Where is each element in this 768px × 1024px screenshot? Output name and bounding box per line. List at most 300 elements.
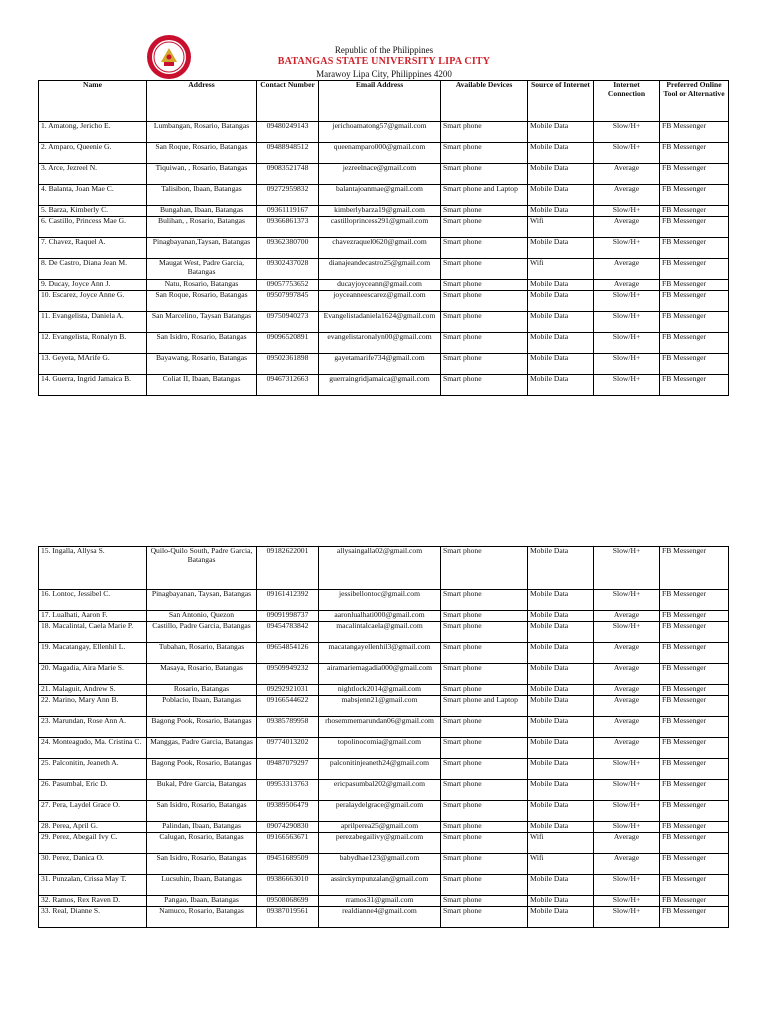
cell-email: topolinocomia@gmail.com xyxy=(319,738,441,759)
cell-email: allysaingalla02@gmail.com xyxy=(319,547,441,590)
table-row xyxy=(39,185,729,206)
cell-email: ducayjoyceann@gmail.com xyxy=(319,280,441,291)
cell-email: kimberlybarza19@gmail.com xyxy=(319,206,441,217)
cell-email: castilloprincess291@gmail.com xyxy=(319,217,441,238)
table-row xyxy=(39,312,729,333)
cell-contact: 09389506479 xyxy=(257,801,319,822)
cell-tool: FB Messenger xyxy=(660,354,729,375)
cell-name: 27. Pera, Laydel Grace O. xyxy=(39,801,147,822)
cell-address: San Roque, Rosario, Batangas xyxy=(147,143,257,164)
university-address: Marawoy Lipa City, Philippines 4200 xyxy=(316,69,452,79)
cell-connection: Slow/H+ xyxy=(594,238,660,259)
cell-connection: Slow/H+ xyxy=(594,759,660,780)
cell-tool: FB Messenger xyxy=(660,312,729,333)
cell-tool: FB Messenger xyxy=(660,238,729,259)
cell-source: Mobile Data xyxy=(528,685,594,696)
cell-connection: Slow/H+ xyxy=(594,780,660,801)
cell-contact: 09488948512 xyxy=(257,143,319,164)
cell-source: Mobile Data xyxy=(528,822,594,833)
cell-contact: 09166563671 xyxy=(257,833,319,854)
cell-tool: FB Messenger xyxy=(660,622,729,643)
cell-email: macalintalcaela@gmail.com xyxy=(319,622,441,643)
cell-tool: FB Messenger xyxy=(660,907,729,928)
cell-contact: 09361119167 xyxy=(257,206,319,217)
cell-address: San Marcelino, Taysan Batangas xyxy=(147,312,257,333)
cell-devices: Smart phone xyxy=(441,291,528,312)
cell-connection: Average xyxy=(594,717,660,738)
table-row xyxy=(39,238,729,259)
cell-email: aprilperea25@gmail.com xyxy=(319,822,441,833)
cell-devices: Smart phone xyxy=(441,780,528,801)
cell-email: airamariemagadia000@gmail.com xyxy=(319,664,441,685)
cell-address: San Isidro, Rosario, Batangas xyxy=(147,854,257,875)
table-row xyxy=(39,143,729,164)
cell-source: Mobile Data xyxy=(528,375,594,396)
cell-devices: Smart phone xyxy=(441,238,528,259)
cell-devices: Smart phone xyxy=(441,217,528,238)
cell-email: assirckympunzalan@gmail.com xyxy=(319,875,441,896)
cell-connection: Slow/H+ xyxy=(594,333,660,354)
cell-address: Tiquiwan, , Rosario, Batangas xyxy=(147,164,257,185)
cell-tool: FB Messenger xyxy=(660,685,729,696)
col-header-connection: Internet Connection xyxy=(594,81,660,122)
cell-contact: 09508068699 xyxy=(257,896,319,907)
col-header-tool: Preferred Online Tool or Alternative xyxy=(660,81,729,122)
cell-email: nightlock2014@gmail.com xyxy=(319,685,441,696)
cell-name: 17. Lualhati, Aaron F. xyxy=(39,611,147,622)
cell-email: ericpasumbal202@gmail.com xyxy=(319,780,441,801)
cell-tool: FB Messenger xyxy=(660,833,729,854)
cell-tool: FB Messenger xyxy=(660,143,729,164)
cell-devices: Smart phone xyxy=(441,590,528,611)
cell-tool: FB Messenger xyxy=(660,896,729,907)
cell-devices: Smart phone xyxy=(441,143,528,164)
cell-address: San Roque, Rosario, Batangas xyxy=(147,291,257,312)
cell-tool: FB Messenger xyxy=(660,185,729,206)
cell-contact: 09074290830 xyxy=(257,822,319,833)
cell-email: rhosemmemarundan06@gmail.com xyxy=(319,717,441,738)
cell-name: 1. Amatong, Jericho E. xyxy=(39,122,147,143)
cell-source: Mobile Data xyxy=(528,875,594,896)
cell-connection: Average xyxy=(594,664,660,685)
cell-address: Pinagbayanan, Taysan, Batangas xyxy=(147,590,257,611)
cell-contact: 09774013202 xyxy=(257,738,319,759)
cell-source: Mobile Data xyxy=(528,590,594,611)
cell-tool: FB Messenger xyxy=(660,717,729,738)
cell-address: Lumbangan, Rosario, Batangas xyxy=(147,122,257,143)
cell-address: Bagong Pook, Rosario, Batangas xyxy=(147,717,257,738)
cell-devices: Smart phone xyxy=(441,822,528,833)
cell-email: dianajeandecastro25@gmail.com xyxy=(319,259,441,280)
cell-source: Mobile Data xyxy=(528,759,594,780)
cell-tool: FB Messenger xyxy=(660,759,729,780)
cell-address: Namuco, Rosario, Batangas xyxy=(147,907,257,928)
table-row xyxy=(39,622,729,643)
table-row xyxy=(39,259,729,280)
cell-address: San Antonio, Quezon xyxy=(147,611,257,622)
cell-name: 9. Ducay, Joyce Ann J. xyxy=(39,280,147,291)
cell-name: 19. Macatangay, Ellenhil L. xyxy=(39,643,147,664)
cell-tool: FB Messenger xyxy=(660,122,729,143)
cell-name: 20. Magadia, Aira Marie S. xyxy=(39,664,147,685)
col-header-email: Email Address xyxy=(319,81,441,122)
table-row xyxy=(39,643,729,664)
cell-devices: Smart phone xyxy=(441,907,528,928)
cell-address: Bukal, Pdre Garcia, Batangas xyxy=(147,780,257,801)
cell-email: gayetamarife734@gmail.com xyxy=(319,354,441,375)
cell-email: realdianne4@gmail.com xyxy=(319,907,441,928)
cell-devices: Smart phone and Laptop xyxy=(441,185,528,206)
cell-devices: Smart phone xyxy=(441,259,528,280)
cell-contact: 09385789958 xyxy=(257,717,319,738)
cell-email: chavezraquel0620@gmail.com xyxy=(319,238,441,259)
cell-contact: 09091998737 xyxy=(257,611,319,622)
table-row xyxy=(39,547,729,590)
table-row xyxy=(39,122,729,143)
table-row xyxy=(39,833,729,854)
cell-email: evangelistaronalyn00@gmail.com xyxy=(319,333,441,354)
cell-devices: Smart phone xyxy=(441,375,528,396)
cell-address: Bungahan, Ibaan, Batangas xyxy=(147,206,257,217)
cell-devices: Smart phone xyxy=(441,664,528,685)
cell-name: 25. Palconitin, Jeaneth A. xyxy=(39,759,147,780)
cell-contact: 09953313763 xyxy=(257,780,319,801)
cell-tool: FB Messenger xyxy=(660,333,729,354)
cell-address: Poblacio, Ibaan, Batangas xyxy=(147,696,257,717)
cell-contact: 09386663010 xyxy=(257,875,319,896)
cell-connection: Slow/H+ xyxy=(594,375,660,396)
cell-contact: 09166544622 xyxy=(257,696,319,717)
cell-address: Tubahan, Rosario, Batangas xyxy=(147,643,257,664)
cell-address: Lucsuhin, Ibaan, Batangas xyxy=(147,875,257,896)
cell-source: Mobile Data xyxy=(528,547,594,590)
cell-connection: Average xyxy=(594,217,660,238)
table-row xyxy=(39,696,729,717)
cell-address: Quilo-Quilo South, Padre Garcia, Batangas xyxy=(147,547,257,590)
cell-tool: FB Messenger xyxy=(660,547,729,590)
cell-name: 2. Amparo, Queenie G. xyxy=(39,143,147,164)
cell-contact: 09502361898 xyxy=(257,354,319,375)
cell-address: Bulihan, , Rosario, Batangas xyxy=(147,217,257,238)
cell-name: 13. Geyeta, MArife G. xyxy=(39,354,147,375)
cell-email: queenamparo000@gmail.com xyxy=(319,143,441,164)
cell-tool: FB Messenger xyxy=(660,738,729,759)
cell-address: Natu, Rosario, Batangas xyxy=(147,280,257,291)
cell-source: Mobile Data xyxy=(528,907,594,928)
cell-connection: Slow/H+ xyxy=(594,143,660,164)
cell-source: Mobile Data xyxy=(528,143,594,164)
cell-tool: FB Messenger xyxy=(660,801,729,822)
cell-connection: Slow/H+ xyxy=(594,312,660,333)
cell-devices: Smart phone xyxy=(441,854,528,875)
cell-connection: Average xyxy=(594,280,660,291)
table-row xyxy=(39,738,729,759)
cell-connection: Average xyxy=(594,643,660,664)
cell-devices: Smart phone xyxy=(441,280,528,291)
cell-connection: Slow/H+ xyxy=(594,622,660,643)
university-name: BATANGAS STATE UNIVERSITY LIPA CITY xyxy=(277,56,491,67)
cell-name: 29. Perez, Abegail Ivy C. xyxy=(39,833,147,854)
cell-address: Maugat West, Padre Garcia, Batangas xyxy=(147,259,257,280)
cell-name: 12. Evangelista, Ronalyn B. xyxy=(39,333,147,354)
cell-email: peralaydelgrace@gmail.com xyxy=(319,801,441,822)
table-row xyxy=(39,907,729,928)
cell-source: Mobile Data xyxy=(528,354,594,375)
cell-connection: Average xyxy=(594,738,660,759)
cell-tool: FB Messenger xyxy=(660,280,729,291)
cell-name: 3. Arce, Jezreel N. xyxy=(39,164,147,185)
cell-devices: Smart phone xyxy=(441,547,528,590)
cell-contact: 09366861373 xyxy=(257,217,319,238)
cell-tool: FB Messenger xyxy=(660,875,729,896)
cell-name: 8. De Castro, Diana Jean M. xyxy=(39,259,147,280)
cell-name: 28. Perea, April G. xyxy=(39,822,147,833)
cell-devices: Smart phone xyxy=(441,333,528,354)
cell-devices: Smart phone xyxy=(441,875,528,896)
table-row xyxy=(39,822,729,833)
cell-source: Mobile Data xyxy=(528,738,594,759)
cell-devices: Smart phone and Laptop xyxy=(441,696,528,717)
col-header-address: Address xyxy=(147,81,257,122)
table-row xyxy=(39,375,729,396)
cell-email: joyceanneescarez@gmail.com xyxy=(319,291,441,312)
table-row xyxy=(39,780,729,801)
cell-connection: Average xyxy=(594,685,660,696)
cell-devices: Smart phone xyxy=(441,896,528,907)
cell-tool: FB Messenger xyxy=(660,164,729,185)
cell-name: 18. Macalintal, Caela Marie P. xyxy=(39,622,147,643)
cell-email: perezabegailivy@gmail.com xyxy=(319,833,441,854)
cell-name: 31. Punzalan, Crissa May T. xyxy=(39,875,147,896)
cell-connection: Slow/H+ xyxy=(594,875,660,896)
cell-name: 24. Monteagudo, Ma. Cristina C. xyxy=(39,738,147,759)
col-header-source: Source of Internet xyxy=(528,81,594,122)
cell-source: Mobile Data xyxy=(528,643,594,664)
cell-connection: Average xyxy=(594,854,660,875)
cell-tool: FB Messenger xyxy=(660,822,729,833)
cell-connection: Slow/H+ xyxy=(594,896,660,907)
cell-tool: FB Messenger xyxy=(660,375,729,396)
cell-address: Manggas, Padre Garcia, Batangas xyxy=(147,738,257,759)
cell-tool: FB Messenger xyxy=(660,611,729,622)
republic-label: Republic of the Philippines xyxy=(334,45,434,55)
cell-contact: 09302437028 xyxy=(257,259,319,280)
cell-devices: Smart phone xyxy=(441,833,528,854)
col-header-devices: Available Devices xyxy=(441,81,528,122)
cell-connection: Slow/H+ xyxy=(594,590,660,611)
cell-name: 10. Escarez, Joyce Anne G. xyxy=(39,291,147,312)
cell-contact: 09057753652 xyxy=(257,280,319,291)
cell-name: 23. Marundan, Rose Ann A. xyxy=(39,717,147,738)
cell-connection: Average xyxy=(594,833,660,854)
cell-contact: 09182622001 xyxy=(257,547,319,590)
table-row xyxy=(39,291,729,312)
student-table-part2 xyxy=(38,546,729,928)
cell-source: Mobile Data xyxy=(528,185,594,206)
cell-connection: Slow/H+ xyxy=(594,354,660,375)
cell-connection: Average xyxy=(594,164,660,185)
cell-connection: Slow/H+ xyxy=(594,907,660,928)
cell-tool: FB Messenger xyxy=(660,854,729,875)
table-row xyxy=(39,685,729,696)
cell-source: Wifi xyxy=(528,259,594,280)
cell-devices: Smart phone xyxy=(441,622,528,643)
cell-connection: Average xyxy=(594,185,660,206)
cell-source: Mobile Data xyxy=(528,280,594,291)
cell-source: Mobile Data xyxy=(528,238,594,259)
cell-connection: Slow/H+ xyxy=(594,291,660,312)
cell-address: Masaya, Rosario, Batangas xyxy=(147,664,257,685)
cell-name: 6. Castillo, Princess Mae G. xyxy=(39,217,147,238)
col-header-contact: Contact Number xyxy=(257,81,319,122)
cell-name: 32. Ramos, Rex Raven D. xyxy=(39,896,147,907)
cell-address: Talisibon, Ibaan, Batangas xyxy=(147,185,257,206)
cell-address: Bayawang, Rosario, Batangas xyxy=(147,354,257,375)
cell-contact: 09083521748 xyxy=(257,164,319,185)
cell-name: 15. Ingalla, Allysa S. xyxy=(39,547,147,590)
cell-source: Mobile Data xyxy=(528,801,594,822)
table-row xyxy=(39,206,729,217)
cell-contact: 09467312663 xyxy=(257,375,319,396)
table-row xyxy=(39,875,729,896)
cell-devices: Smart phone xyxy=(441,611,528,622)
cell-source: Wifi xyxy=(528,833,594,854)
cell-source: Mobile Data xyxy=(528,206,594,217)
cell-address: Calugan, Rosario, Batangas xyxy=(147,833,257,854)
cell-contact: 09750940273 xyxy=(257,312,319,333)
cell-devices: Smart phone xyxy=(441,759,528,780)
cell-source: Wifi xyxy=(528,217,594,238)
cell-tool: FB Messenger xyxy=(660,291,729,312)
table-row xyxy=(39,717,729,738)
cell-contact: 09096520891 xyxy=(257,333,319,354)
cell-source: Mobile Data xyxy=(528,780,594,801)
cell-devices: Smart phone xyxy=(441,717,528,738)
cell-address: San Isidro, Rosario, Batangas xyxy=(147,333,257,354)
cell-address: Pinagbayanan,Taysan, Batangas xyxy=(147,238,257,259)
cell-email: guerraingridjamaica@gmail.com xyxy=(319,375,441,396)
cell-connection: Average xyxy=(594,696,660,717)
cell-email: rramos31@gmail.com xyxy=(319,896,441,907)
cell-name: 5. Barza, Kimberly C. xyxy=(39,206,147,217)
cell-name: 16. Lontoc, Jessibel C. xyxy=(39,590,147,611)
cell-email: macatangayellenhil3@gmail.com xyxy=(319,643,441,664)
cell-name: 22. Marino, Mary Ann B. xyxy=(39,696,147,717)
cell-connection: Slow/H+ xyxy=(594,822,660,833)
cell-connection: Average xyxy=(594,611,660,622)
cell-contact: 09487079297 xyxy=(257,759,319,780)
cell-address: Pangao, Ibaan, Batangas xyxy=(147,896,257,907)
table-row xyxy=(39,854,729,875)
cell-source: Mobile Data xyxy=(528,696,594,717)
cell-name: 33. Real, Dianne S. xyxy=(39,907,147,928)
cell-source: Mobile Data xyxy=(528,611,594,622)
cell-contact: 09454783842 xyxy=(257,622,319,643)
cell-source: Mobile Data xyxy=(528,333,594,354)
cell-contact: 09387019561 xyxy=(257,907,319,928)
table-row xyxy=(39,759,729,780)
cell-address: Palindan, Ibaan, Batangas xyxy=(147,822,257,833)
cell-connection: Slow/H+ xyxy=(594,122,660,143)
cell-name: 11. Evangelista, Daniela A. xyxy=(39,312,147,333)
cell-tool: FB Messenger xyxy=(660,206,729,217)
cell-tool: FB Messenger xyxy=(660,696,729,717)
cell-devices: Smart phone xyxy=(441,122,528,143)
cell-devices: Smart phone xyxy=(441,643,528,664)
cell-source: Mobile Data xyxy=(528,122,594,143)
cell-name: 21. Malaguit, Andrew S. xyxy=(39,685,147,696)
cell-connection: Slow/H+ xyxy=(594,801,660,822)
cell-devices: Smart phone xyxy=(441,685,528,696)
cell-address: Coliat II, Ibaan, Batangas xyxy=(147,375,257,396)
table-row xyxy=(39,801,729,822)
cell-source: Mobile Data xyxy=(528,291,594,312)
cell-contact: 09480249143 xyxy=(257,122,319,143)
cell-address: Bagong Pook, Rosario, Batangas xyxy=(147,759,257,780)
table-row xyxy=(39,217,729,238)
cell-address: San Isidro, Rosario, Batangas xyxy=(147,801,257,822)
cell-tool: FB Messenger xyxy=(660,217,729,238)
cell-email: balantajoanmae@gmail.com xyxy=(319,185,441,206)
cell-address: Rosario, Batangas xyxy=(147,685,257,696)
table-header-row xyxy=(39,81,729,122)
cell-devices: Smart phone xyxy=(441,164,528,185)
cell-contact: 09161412392 xyxy=(257,590,319,611)
cell-devices: Smart phone xyxy=(441,354,528,375)
cell-contact: 09451689509 xyxy=(257,854,319,875)
cell-address: Castillo, Padre Garcia, Batangas xyxy=(147,622,257,643)
cell-contact: 09292921031 xyxy=(257,685,319,696)
cell-email: babydhae123@gmail.com xyxy=(319,854,441,875)
table-row xyxy=(39,611,729,622)
cell-email: aaronlualhati000@gmail.com xyxy=(319,611,441,622)
cell-source: Mobile Data xyxy=(528,896,594,907)
table-row xyxy=(39,354,729,375)
table-row xyxy=(39,280,729,291)
col-header-name: Name xyxy=(39,81,147,122)
cell-source: Mobile Data xyxy=(528,622,594,643)
cell-devices: Smart phone xyxy=(441,312,528,333)
cell-devices: Smart phone xyxy=(441,738,528,759)
cell-name: 30. Perez, Danica O. xyxy=(39,854,147,875)
cell-source: Mobile Data xyxy=(528,312,594,333)
cell-tool: FB Messenger xyxy=(660,780,729,801)
table-row xyxy=(39,333,729,354)
cell-name: 4. Balanta, Joan Mae C. xyxy=(39,185,147,206)
cell-email: jezreelnace@gmail.com xyxy=(319,164,441,185)
cell-tool: FB Messenger xyxy=(660,643,729,664)
table-row xyxy=(39,664,729,685)
cell-name: 26. Pasumbal, Eric D. xyxy=(39,780,147,801)
table-row xyxy=(39,164,729,185)
cell-source: Mobile Data xyxy=(528,664,594,685)
cell-contact: 09362380700 xyxy=(257,238,319,259)
cell-source: Mobile Data xyxy=(528,164,594,185)
cell-email: Evangelistadaniela1624@gmail.com xyxy=(319,312,441,333)
table-row xyxy=(39,896,729,907)
cell-email: mabsjenn21@gmail.com xyxy=(319,696,441,717)
cell-connection: Slow/H+ xyxy=(594,547,660,590)
cell-email: palconitinjeaneth24@gmail.com xyxy=(319,759,441,780)
table-row xyxy=(39,590,729,611)
cell-tool: FB Messenger xyxy=(660,259,729,280)
cell-contact: 09654854126 xyxy=(257,643,319,664)
cell-devices: Smart phone xyxy=(441,801,528,822)
cell-tool: FB Messenger xyxy=(660,590,729,611)
cell-connection: Slow/H+ xyxy=(594,206,660,217)
cell-source: Mobile Data xyxy=(528,717,594,738)
cell-name: 7. Chavez, Raquel A. xyxy=(39,238,147,259)
